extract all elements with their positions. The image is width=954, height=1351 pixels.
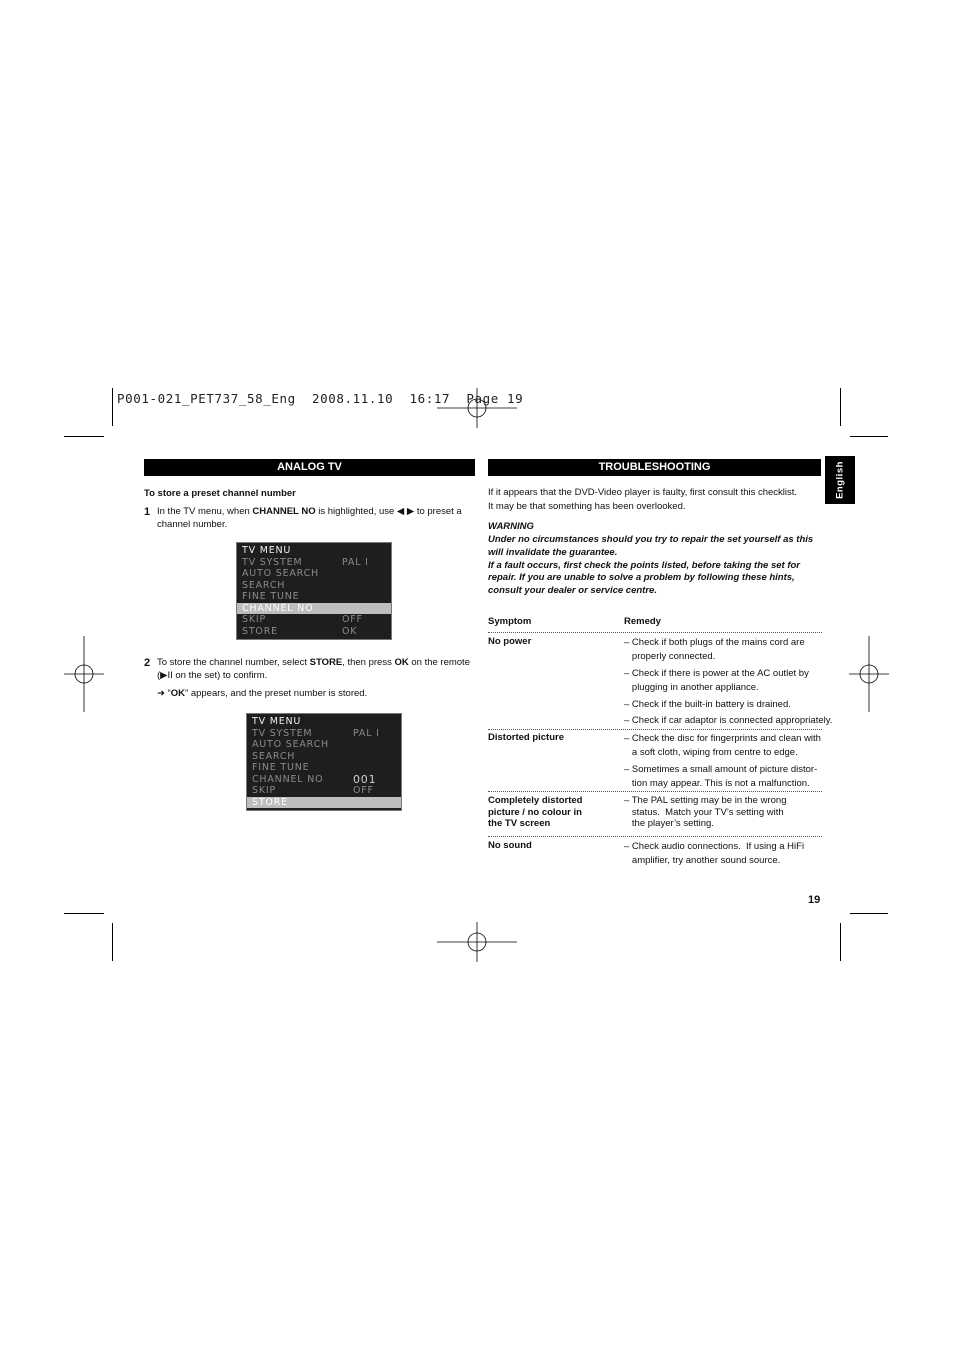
symptom-cell [488,795,583,830]
symptom-cell [488,636,531,648]
crop-mark [850,913,888,914]
remedy-line: status. Match your TV’s setting with [624,806,784,818]
step-2-result: ➜ “OK” appears, and the preset number is stored. [157,688,368,699]
menu-row-value: OK [342,625,358,637]
menu-row-label: SKIP [242,614,266,625]
menu-row-label: SEARCH [252,750,296,762]
menu-row-label: TV SYSTEM [242,556,303,568]
symptom-cell [488,840,532,852]
menu-row-value: OFF [353,785,374,796]
menu-title [247,716,401,727]
menu-row-label: AUTO SEARCH [252,739,329,750]
menu-row[interactable] [247,728,401,739]
registration-mark-icon [64,636,104,712]
menu-row-value: 001 [353,772,377,786]
symptom-line: No power [488,636,532,647]
crop-mark [112,388,113,426]
menu-row-label: TV MENU [242,545,292,556]
remedy-line: – Check if there is power at the AC outlet by [624,668,809,679]
warning-title: WARNING [488,521,534,532]
remedy-cell [624,714,833,728]
menu-row[interactable] [237,591,391,602]
symptom-line: Completely distorted [488,795,583,806]
column-header-symptom: Symptom [488,616,532,627]
menu-row-label: FINE TUNE [242,591,300,602]
column-header-remedy: Remedy [624,616,661,627]
menu-row-label: TV MENU [252,716,302,727]
warning-line: Under no circumstances should you try to repair the set yourself as this [488,534,814,545]
menu-row[interactable] [237,603,391,614]
symptom-cell [488,732,564,744]
remedy-cell [624,698,829,712]
menu-row-value: PAL I [342,556,369,568]
page-number: 19 [808,894,821,906]
slug-line: P001-021_PET737_58_Eng 2008.11.10 16:17 Page 19 [117,391,524,406]
menu-row[interactable] [237,614,391,625]
menu-row[interactable] [247,774,401,785]
crop-mark [850,436,888,437]
remedy-line: – The PAL setting may be in the wrong [624,795,787,806]
warning-line: consult your dealer or service centre. [488,585,657,597]
remedy-line: amplifier, try another sound source. [624,854,781,866]
menu-row-label: FINE TUNE [252,762,310,773]
intro-text: If it appears that the DVD-Video player is faulty, first consult this checklist. It may be that something has been overlooked. [488,487,798,512]
remedy-line: properly connected. [624,650,716,662]
remedy-line: a soft cloth, wiping from centre to edge. [624,746,798,758]
menu-row-label: SEARCH [242,579,286,591]
table-divider [488,791,822,792]
menu-row-label: STORE [252,796,288,808]
menu-row[interactable] [237,568,391,579]
tv-menu-screen [246,713,402,811]
warning-line: If a fault occurs, first check the points listed, before taking the set for [488,559,800,571]
crop-mark [64,913,104,914]
symptom-line: Distorted picture [488,732,565,743]
symptom-line: the TV screen [488,818,551,829]
remedy-line: – Check if the built-in battery is drained. [624,699,791,710]
crop-mark [112,923,113,961]
warning-line: will invalidate the guarantee. [488,546,618,558]
menu-row[interactable] [247,797,401,808]
menu-row[interactable] [237,557,391,568]
menu-row[interactable] [247,739,401,750]
symptom-line: picture / no colour in [488,806,582,818]
menu-title [237,545,391,556]
subheading: To store a preset channel number [144,488,296,499]
remedy-line: – Check if both plugs of the mains cord are [624,637,805,648]
menu-row-label: CHANNEL NO [252,773,324,785]
table-divider [488,729,822,730]
section-heading-analog-tv: ANALOG TV [144,459,475,476]
menu-row[interactable] [247,785,401,796]
menu-row-label: TV SYSTEM [252,727,313,739]
remedy-cell [624,763,829,790]
menu-row-label: SKIP [252,785,276,796]
crop-mark [840,388,841,426]
remedy-cell [624,840,829,867]
menu-row-label: CHANNEL NO [242,602,314,614]
menu-row-value: PAL I [353,727,380,739]
remedy-line: – Check if car adaptor is connected appropriately. [624,715,833,726]
remedy-cell [624,795,829,830]
remedy-cell [624,732,829,759]
registration-mark-icon [437,922,517,962]
remedy-line: – Check the disc for fingerprints and clean with [624,733,821,744]
tv-menu-screen [236,542,392,640]
table-divider [488,836,822,837]
table-divider [488,632,822,633]
step-number: 1 [144,506,151,518]
remedy-line: – Sometimes a small amount of picture distor- [624,764,818,775]
registration-mark-icon [849,636,889,712]
remedy-line: tion may appear. This is not a malfunction. [624,777,810,789]
menu-row-label: STORE [242,625,278,637]
crop-mark [840,923,841,961]
crop-mark [64,436,104,437]
remedy-cell [624,636,829,663]
menu-row-label: AUTO SEARCH [242,568,319,579]
menu-row[interactable] [247,762,401,773]
step-1-text: In the TV menu, when CHANNEL NO is highlighted, use ◀ ▶ to preset a channel number. [157,506,462,530]
remedy-line: – Check audio connections. If using a HiFi [624,841,805,852]
warning-line: repair. If you are unable to solve a problem by following these hints, [488,572,795,584]
menu-row[interactable] [237,626,391,637]
menu-row-value: OFF [342,614,363,625]
remedy-line: plugging in another appliance. [624,681,759,693]
step-number: 2 [144,657,151,669]
menu-row[interactable] [237,580,391,591]
menu-row[interactable] [247,751,401,762]
symptom-line: No sound [488,840,532,851]
section-heading-troubleshooting: TROUBLESHOOTING [488,459,821,476]
language-tab: English [825,456,855,504]
remedy-cell [624,667,829,694]
step-2-text: To store the channel number, select STORE, then press OK on the remote (▶II on the set) to confirm. [157,657,470,681]
warning-text [488,534,833,598]
remedy-line: the player’s setting. [624,818,714,829]
